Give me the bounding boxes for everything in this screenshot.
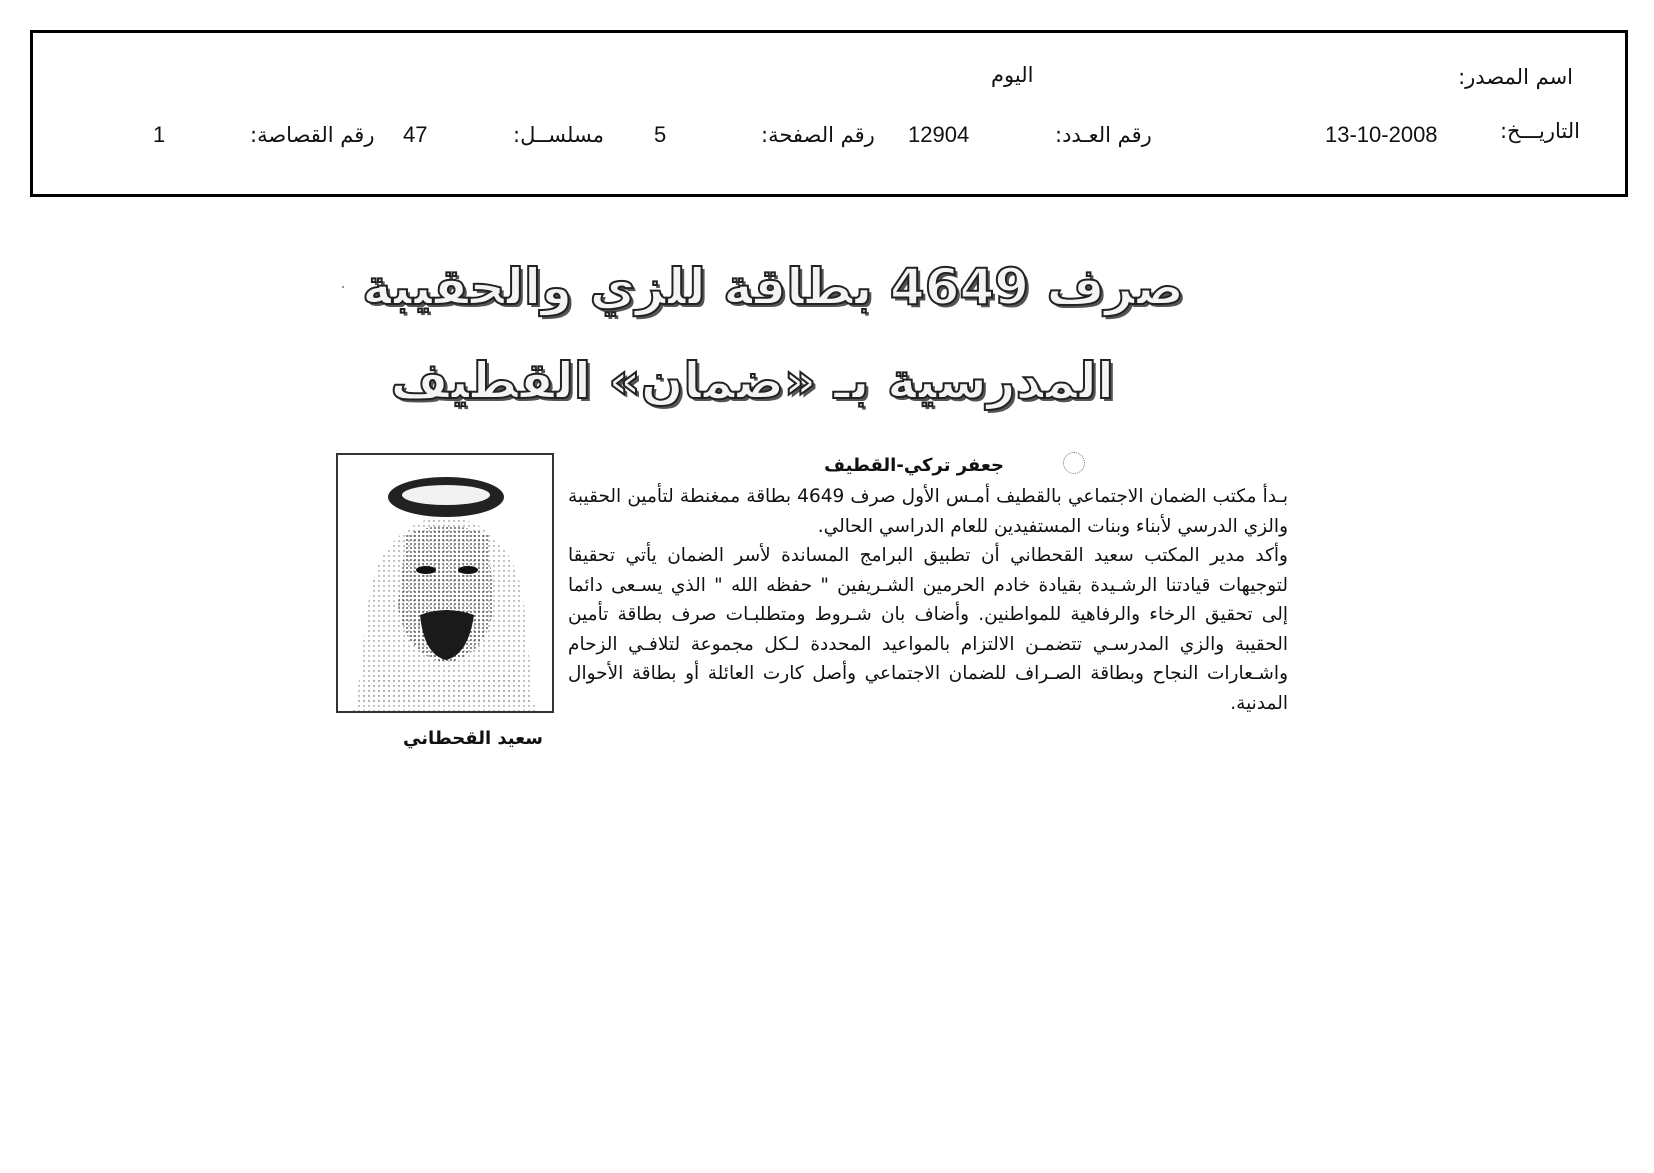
date-value: 13-10-2008 (1325, 122, 1438, 147)
source-label: اسم المصدر: (1458, 65, 1573, 89)
page-value: 5 (654, 122, 667, 147)
issue-value: 12904 (908, 122, 970, 147)
portrait-photo-icon (338, 455, 552, 711)
clip-label: رقم القصاصة: (250, 123, 375, 147)
article-paragraph-1: بـدأ مكتب الضمان الاجتماعي بالقطيف أمـس الأول صرف 4649 بطاقة ممغنطة لتأمين الحقيبة والزي الدرسي لأبناء وبنات المستفيدين للعام الدراسي الحالي. (568, 486, 1288, 537)
issue-label: رقم العـدد: (1055, 123, 1152, 147)
photo-caption: سعيد القحطاني (403, 728, 543, 749)
serial-value: 47 (403, 122, 428, 147)
article-paragraph-2: وأكد مدير المكتب سعيد القحطاني أن تطبيق البرامج المساندة لأسر الضمان يأتي تحقيقا لتوجيهات قيادتنا الرشـيدة بقيادة خادم الحرمين الشـريفين " حفظه الله " الذي يسـعى دائما إلى تحقيق الرخاء والرفاهية للمواطنين. وأضاف بان شـروط ومتطلبـات صرف بطاقة تأمين الحقيبة والزي المدرسـي تتضمـن الالتزام بالمواعيد المحددة لـكل مجموعة لتلافـي الزحام واشـعارات النجاح وبطاقة الصـراف للضمان الاجتماعي وأصل كارت العائلة أو بطاقة الأحوال المدنية. (568, 545, 1288, 714)
byline-ornament-icon (1063, 452, 1085, 474)
date-label: التاريـــخ: (1499, 119, 1580, 143)
source-info-box (30, 30, 1628, 197)
portrait-photo (336, 453, 554, 713)
article-headline-line1: صرف 4649 بطاقة للزي والحقيبة (362, 258, 1184, 316)
article-byline: جعفر تركي-القطيف (824, 455, 1004, 476)
article-headline-line2: المدرسية بـ «ضمان» القطيف (390, 352, 1114, 410)
scan-speck (342, 286, 344, 288)
page-label: رقم الصفحة: (761, 123, 875, 147)
clip-value: 1 (153, 122, 166, 147)
article-body (568, 482, 1288, 718)
source-value: اليوم (991, 63, 1034, 87)
serial-label: مسلســل: (513, 123, 604, 147)
